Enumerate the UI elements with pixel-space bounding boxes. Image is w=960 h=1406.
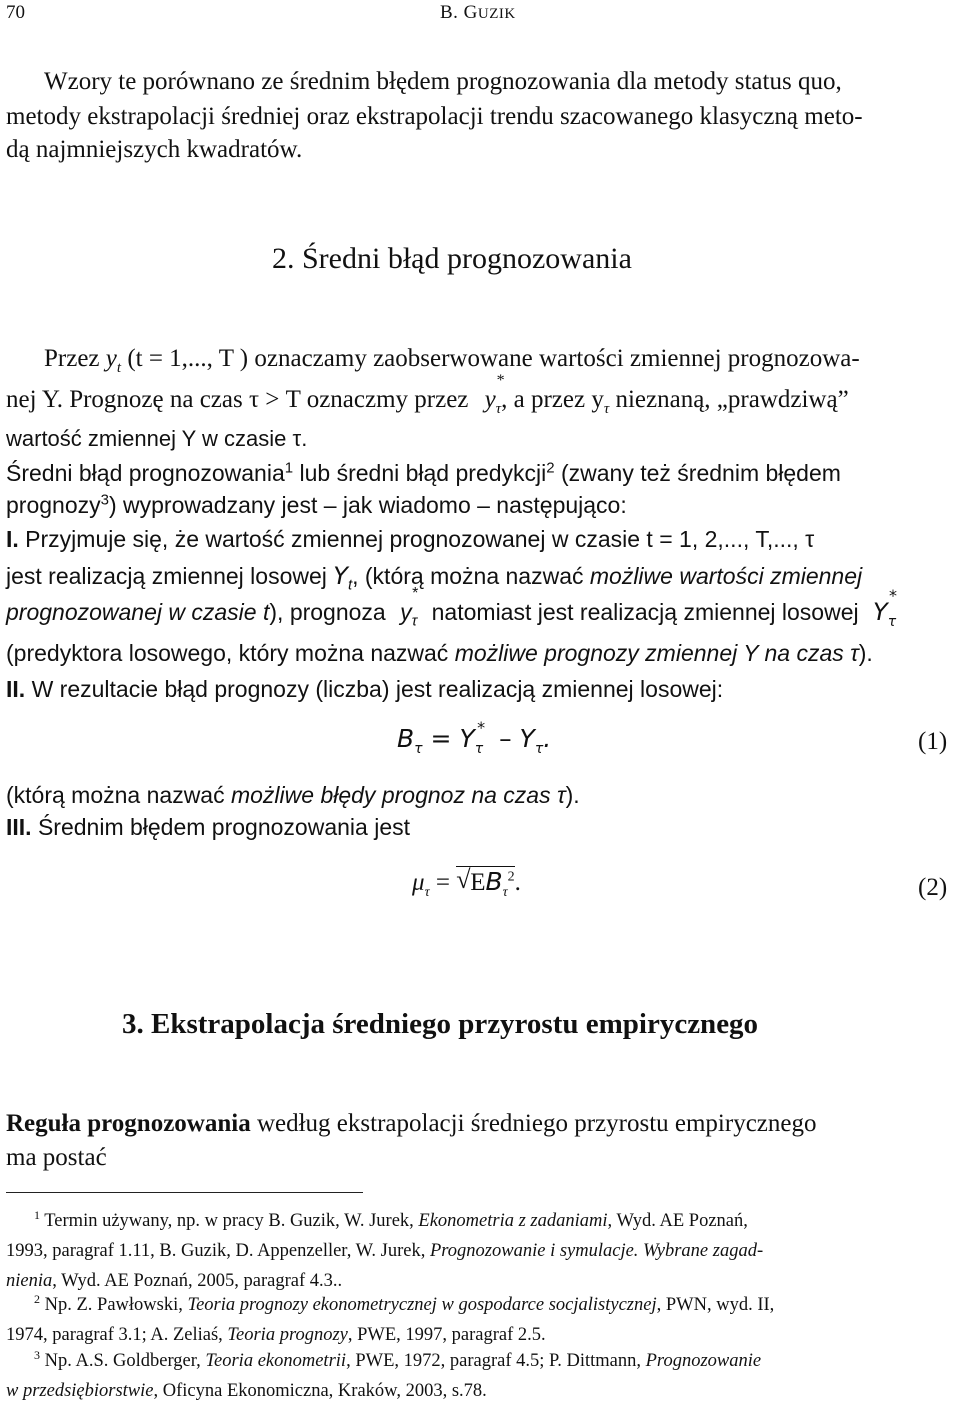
- s2-wartosc: wartość zmiennej Y w czasie τ.: [6, 426, 308, 451]
- s3-wedlug: według ekstrapolacji średniego przyrostu empirycznego: [256, 1110, 817, 1137]
- section-3-title: 3. Ekstrapolacja średniego przyrostu empirycznego: [122, 1008, 759, 1040]
- s2-zwany: (zwany też średnim błędem: [560, 460, 841, 486]
- s2-ktora2: (którą można nazwać: [6, 782, 225, 808]
- s2-point-I: [6, 526, 814, 553]
- s2-natomiast: natomiast jest realizacją zmiennej losowej: [431, 599, 859, 625]
- s2-ktora: , (którą można nazwać: [352, 563, 584, 589]
- s2-prognoza: ), prognoza: [269, 599, 386, 625]
- label-III: III.: [6, 814, 32, 840]
- fn2-mark: 2: [34, 1291, 40, 1306]
- s2-line-ktora2: [6, 782, 580, 809]
- s2-sredni: Średni błąd prognozowania: [6, 460, 285, 486]
- label-I: I.: [6, 526, 19, 552]
- fn1-title2: Prognozowanie i symulacje. Wybrane zagad-: [429, 1241, 764, 1261]
- s2-a-przez: , a przez y: [501, 386, 604, 413]
- fn3-b: , PWE, 1972, paragraf 4.5; P. Dittmann,: [346, 1351, 641, 1371]
- eq-1-number: (1): [918, 728, 948, 755]
- fn3-a: Np. A.S. Goldberger,: [44, 1351, 201, 1371]
- footnote-3: [6, 1346, 952, 1406]
- s2-line-2: nej Y. Prognozę na czas τ > T oznaczmy przez $y_\tau$ * , a przez $y_\tau$ nieznaną, „prawdziwą”: [6, 372, 849, 417]
- label-II: II.: [6, 676, 26, 702]
- author-rest: UZIK: [477, 6, 516, 22]
- eq-2-number: (2): [918, 874, 948, 901]
- s2-mozliwe-bledy: możliwe błędy prognoz na czas τ: [230, 782, 566, 808]
- fn1-c: 1993, paragraf 1.11, B. Guzik, D. Appenzeller, W. Jurek,: [6, 1241, 426, 1261]
- s2-close: ).: [858, 640, 873, 666]
- s2-prognoz-line: prognozowanej w czasie t: [6, 599, 270, 625]
- s2-lub: lub średni błąd predykcji: [299, 460, 547, 486]
- s2-line-jest: jest realizacją zmiennej losowej $Y_t$, (którą można nazwać możliwe wartości zmiennej: [6, 562, 863, 594]
- fn1-b: , Wyd. AE Poznań,: [607, 1211, 748, 1231]
- fn1-d: , Wyd. AE Poznań, 2005, paragraf 4.3..: [52, 1271, 343, 1291]
- footnote-1: [6, 1206, 952, 1296]
- s2-line-1: Przez $y_t$ (t = 1,..., T ) oznaczamy zaobserwowane wartości zmiennej prognozowa-: [44, 345, 860, 376]
- fn1-mark: 1: [34, 1207, 40, 1222]
- s2-close2: ).: [565, 782, 580, 808]
- fn3-mark: 3: [34, 1347, 40, 1362]
- s2-point-III: [6, 814, 410, 841]
- running-header: [440, 2, 516, 24]
- s2-predyktora: (predyktora losowego, który można nazwać: [6, 640, 449, 666]
- fn1-title2b: nienia: [6, 1271, 53, 1291]
- fn3-c: , Oficyna Ekonomiczna, Kraków, 2003, s.78.: [153, 1381, 487, 1401]
- s2-line-prognoza: prognozowanej w czasie t), prognoza $y_\tau$ * natomiast jest realizacją zmiennej losowej $Y_\tau$ *: [6, 585, 898, 630]
- s2-line-sredni: Średni błąd prognozowania$^1$ lub średni błąd predykcji$^2$ (zwany też średnim błędem: [6, 459, 841, 486]
- page-number: 70: [6, 2, 25, 23]
- s2-rest1: oznaczamy zaobserwowane wartości zmiennej prognozowa-: [254, 345, 860, 372]
- author-initial: B. G: [440, 2, 478, 23]
- s3-regula: Reguła prognozowania: [6, 1110, 251, 1137]
- intro-line-3: dą najmniejszych kwadratów.: [6, 136, 303, 163]
- fn3-title2b: w przedsiębiorstwie: [6, 1381, 154, 1401]
- fn3-title: Teoria ekonometrii: [205, 1351, 347, 1371]
- equation-1: $B_\tau = Y_\tau^* - Y_\tau$.: [397, 718, 552, 757]
- s2-line-prognozy: prognozy$^3$) wyprowadzany jest – jak wiadomo – następująco:: [6, 491, 627, 518]
- s2-prognozy: prognozy: [6, 492, 101, 518]
- s3-line-1: [6, 1110, 817, 1138]
- footnote-2: [6, 1290, 952, 1350]
- intro-line-2: metody ekstrapolacji średniej oraz ekstrapolacji trendu szacowanego klasyczną meto-: [6, 103, 863, 130]
- fn2-d: , PWE, 1997, paragraf 2.5.: [347, 1325, 546, 1345]
- s2-t-range: (t = 1,..., T ): [127, 345, 249, 372]
- s2-jest: jest realizacją zmiennej losowej: [6, 563, 327, 589]
- s2-II-text: W rezultacie błąd prognozy (liczba) jest realizacją zmiennej losowej:: [31, 676, 724, 702]
- s2-line-predyktora: [6, 640, 873, 667]
- section-2-title: 2. Średni błąd prognozowania: [272, 242, 632, 275]
- fn2-title2: Teoria prognozy: [227, 1325, 348, 1345]
- fn2-b: , PWN, wyd. II,: [656, 1295, 775, 1315]
- s2-I-text: Przyjmuje się, że wartość zmiennej prognozowanej w czasie t = 1, 2,..., T,..., τ: [25, 526, 815, 552]
- s2-point-II: [6, 676, 723, 703]
- s2-przez: Przez: [44, 345, 100, 372]
- footnote-rule: [6, 1192, 363, 1193]
- fn2-title: Teoria prognozy ekonometrycznej w gospodarce socjalistycznej: [187, 1295, 657, 1315]
- s2-wyprowadzany: ) wyprowadzany jest – jak wiadomo – następująco:: [108, 492, 627, 518]
- fn2-a: Np. Z. Pawłowski,: [44, 1295, 183, 1315]
- s2-nej: nej Y. Prognozę na czas τ > T oznaczmy przez: [6, 386, 469, 413]
- fn1-a: Termin używany, np. w pracy B. Guzik, W. Jurek,: [44, 1211, 414, 1231]
- s3-ma-postac: ma postać: [6, 1144, 107, 1171]
- s2-nieznana: nieznaną, „prawdziwą”: [615, 386, 849, 413]
- s2-mozliwe-prog: możliwe prognozy zmiennej Y na czas τ: [454, 640, 859, 666]
- s2-mozliwe: możliwe wartości zmiennej: [589, 563, 863, 589]
- intro-line-1: Wzory te porównano ze średnim błędem prognozowania dla metody status quo,: [44, 68, 842, 95]
- s2-III-text: Średnim błędem prognozowania jest: [37, 814, 410, 840]
- fn1-title: Ekonometria z zadaniami: [418, 1211, 608, 1231]
- equation-2: $\mu_\tau$ = √ $EB_\tau^2$.: [412, 865, 521, 900]
- fn3-title2: Prognozowanie: [645, 1351, 762, 1371]
- fn2-c: 1974, paragraf 3.1; A. Zeliaś,: [6, 1325, 223, 1345]
